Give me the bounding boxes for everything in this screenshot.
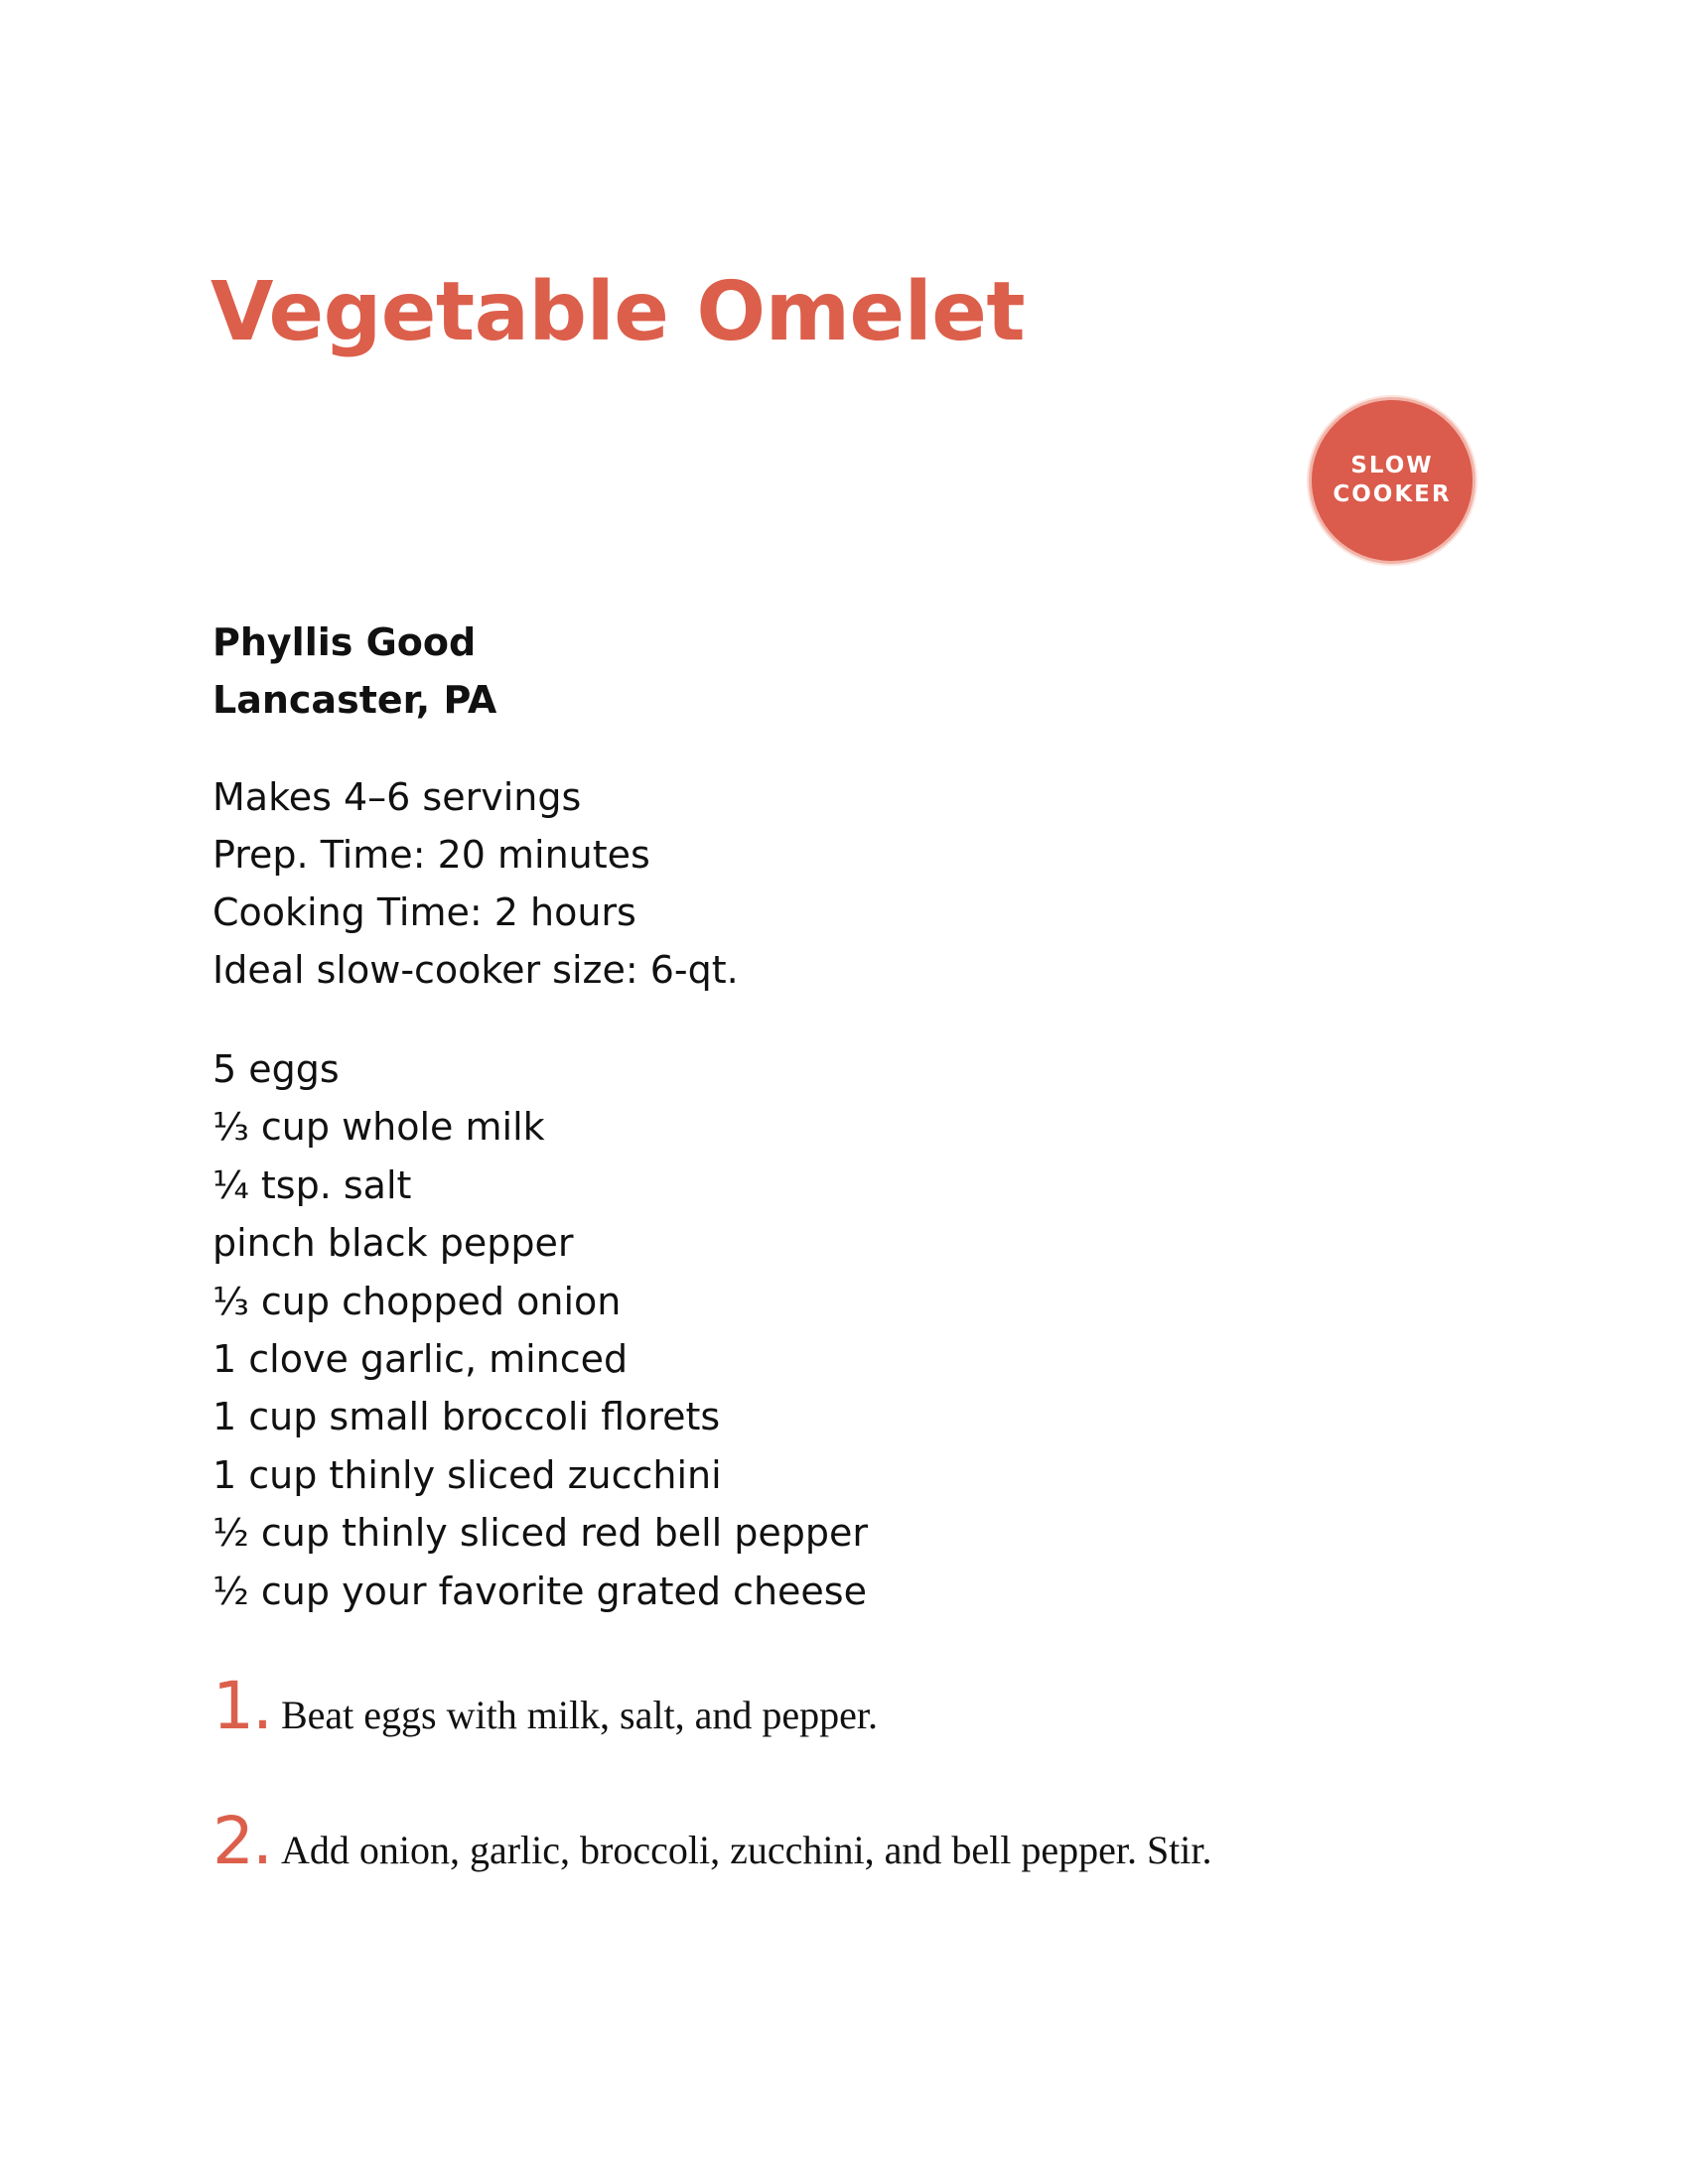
ingredient-item: pinch black pepper	[212, 1221, 574, 1266]
ingredient-item: ¼ tsp. salt	[212, 1162, 412, 1207]
ingredient-item: ⅓ cup chopped onion	[212, 1279, 622, 1323]
author-block	[212, 614, 496, 729]
slow-cooker-badge	[1309, 397, 1476, 564]
ingredient-item: ⅓ cup whole milk	[212, 1105, 545, 1150]
cooker-size: Ideal slow-cooker size: 6-qt.	[212, 948, 739, 992]
ingredient-list	[212, 1040, 868, 1620]
ingredient-item: 1 cup small broccoli florets	[212, 1395, 721, 1439]
ingredient-item: 5 eggs	[212, 1047, 340, 1091]
step-1	[212, 1668, 878, 1744]
step-text: Add onion, garlic, broccoli, zucchini, and bell pepper. Stir.	[280, 1828, 1212, 1872]
badge-line-2: COOKER	[1333, 481, 1452, 507]
step-number: 1.	[212, 1668, 271, 1744]
step-number: 2.	[212, 1803, 271, 1879]
badge-line-1: SLOW	[1350, 453, 1434, 478]
step-2	[212, 1803, 1212, 1879]
ingredient-item: ½ cup thinly sliced red bell pepper	[212, 1511, 869, 1556]
recipe-meta	[212, 768, 739, 999]
ingredient-item: 1 clove garlic, minced	[212, 1337, 629, 1382]
step-text: Beat eggs with milk, salt, and pepper.	[280, 1693, 878, 1737]
servings: Makes 4–6 servings	[212, 775, 582, 819]
cooking-time: Cooking Time: 2 hours	[212, 890, 636, 934]
prep-time: Prep. Time: 20 minutes	[212, 833, 650, 877]
author-name: Phyllis Good	[212, 620, 477, 664]
ingredient-item: ½ cup your favorite grated cheese	[212, 1569, 867, 1613]
recipe-title: Vegetable Omelet	[211, 265, 1026, 359]
author-location: Lancaster, PA	[212, 678, 497, 722]
ingredient-item: 1 cup thinly sliced zucchini	[212, 1452, 722, 1497]
